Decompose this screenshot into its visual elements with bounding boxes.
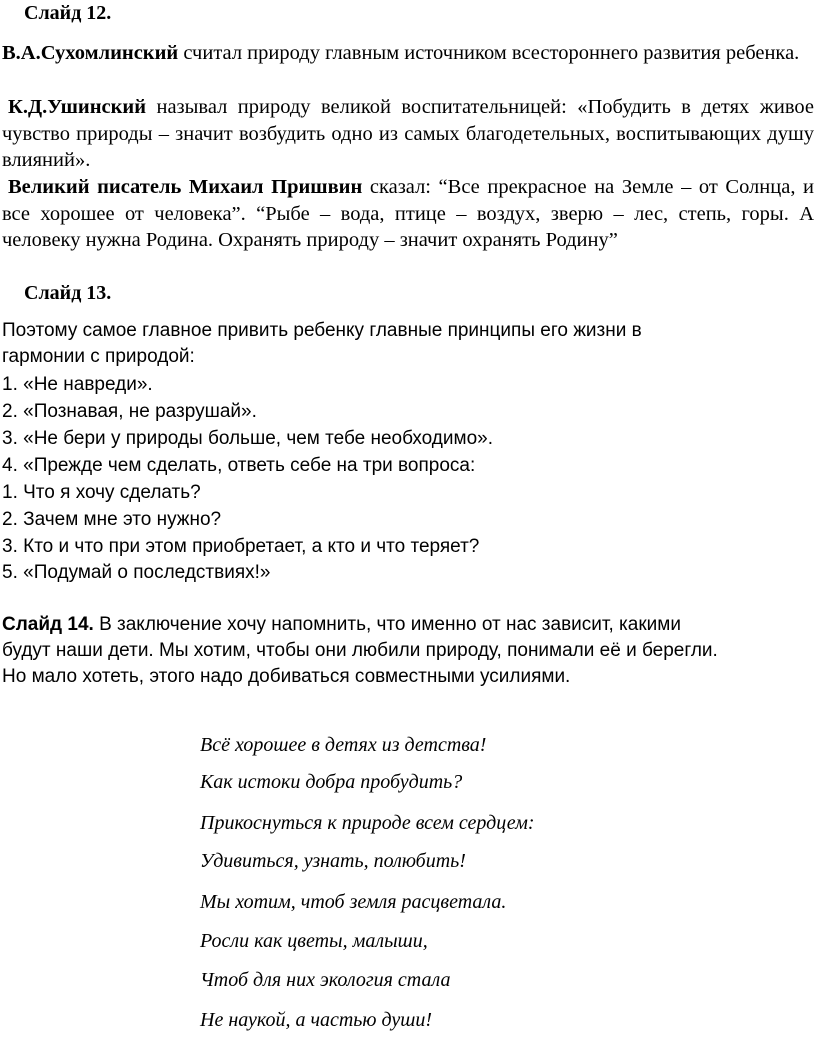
poem-line: Не наукой, а частью души! <box>200 1009 433 1031</box>
sukhomlinsky-paragraph <box>2 40 814 67</box>
principle-item: 5. «Подумай о последствиях!» <box>2 562 271 583</box>
slide-13-heading: Слайд 13. <box>24 282 112 304</box>
slide-14-heading: Слайд 14. <box>2 614 94 635</box>
principle-item: 2. Зачем мне это нужно? <box>2 509 222 530</box>
slide-12-heading: Слайд 12. <box>24 2 112 24</box>
principles-intro-line-2: гармонии с природой: <box>2 346 195 367</box>
ushinsky-text: называл природу великой воспитательницей: «Побудить в детях живое чувство природы – значит возбудить одно из самых благодетельных, воспитывающих душу влияний». <box>2 96 814 171</box>
principle-item: 4. «Прежде чем сделать, ответь себе на три вопроса: <box>2 455 476 476</box>
poem-line: Всё хорошее в детях из детства! <box>200 734 487 756</box>
principle-item: 1. Что я хочу сделать? <box>2 482 201 503</box>
principle-item: 3. «Не бери у природы больше, чем тебе необходимо». <box>2 428 493 449</box>
prishvin-paragraph <box>2 174 814 254</box>
poem-line: Мы хотим, чтоб земля расцветала. <box>200 891 507 913</box>
prishvin-text: сказал: “Все прекрасное на Земле – от Солнца, и все хорошее от человека”. “Рыбе – вода, птице – воздух, зверю – лес, степь, горы. А человеку нужна Родина. Охранять природу – значит охранять Родину” <box>2 176 814 251</box>
principles-intro-line-1: Поэтому самое главное привить ребенку главные принципы его жизни в <box>2 320 642 341</box>
poem-line: Удивиться, узнать, полюбить! <box>200 850 466 872</box>
poem-line: Чтоб для них экология стала <box>200 969 451 991</box>
ushinsky-paragraph <box>2 94 814 174</box>
poem-line: Росли как цветы, малыши, <box>200 930 428 952</box>
slide-14-line-1 <box>2 614 681 636</box>
prishvin-name: Великий писатель Михаил Пришвин <box>8 176 363 198</box>
slide-14-line-2: будут наши дети. Мы хотим, чтобы они любили природу, понимали её и берегли. <box>2 640 718 661</box>
poem-line: Как истоки добра пробудить? <box>200 771 463 793</box>
poem-line: Прикоснуться к природе всем сердцем: <box>200 812 535 834</box>
sukhomlinsky-text: считал природу главным источником всестороннего развития ребенка. <box>178 42 800 64</box>
sukhomlinsky-name: В.А.Сухомлинский <box>2 42 179 64</box>
principle-item: 1. «Не навреди». <box>2 374 153 395</box>
principle-item: 3. Кто и что при этом приобретает, а кто и что теряет? <box>2 536 480 557</box>
ushinsky-name: К.Д.Ушинский <box>8 96 147 118</box>
slide-14-line-3: Но мало хотеть, этого надо добиваться совместными усилиями. <box>2 666 571 687</box>
slide-14-text-1: В заключение хочу напомнить, что именно от нас зависит, какими <box>93 614 681 635</box>
principle-item: 2. «Познавая, не разрушай». <box>2 401 257 422</box>
